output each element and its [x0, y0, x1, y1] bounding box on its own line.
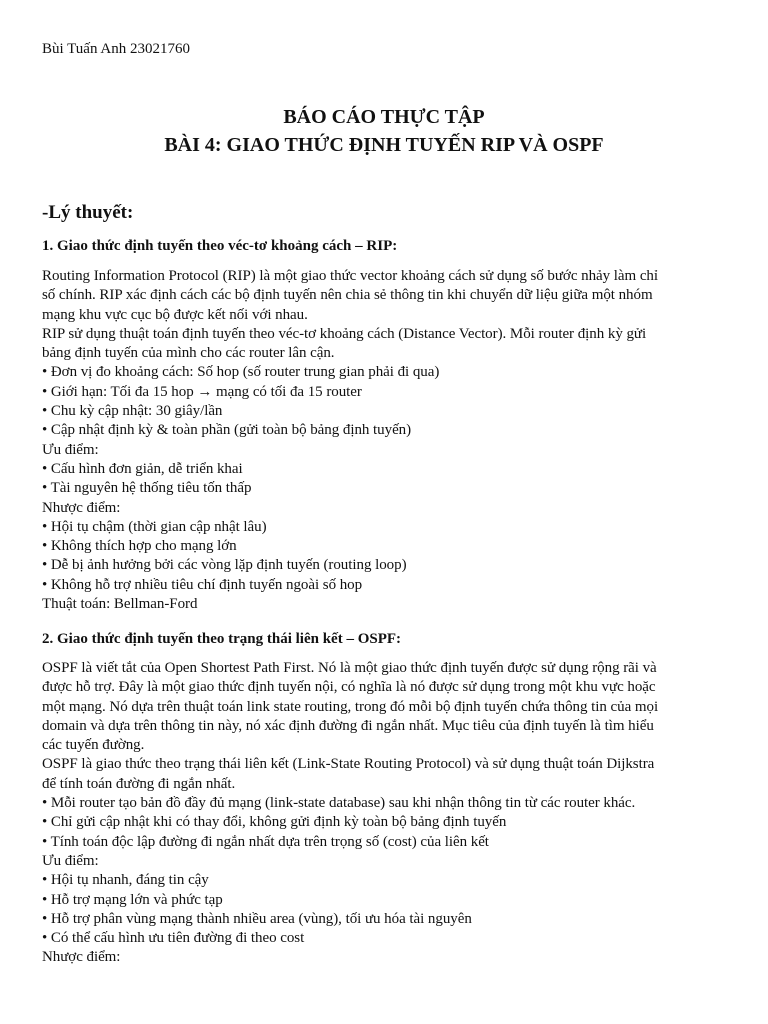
cons-label: Nhược điểm: [42, 499, 121, 516]
text-line: OSPF là viết tắt của Open Shortest Path First. Nó là một giao thức định tuyến được sử dụng rộng rãi và [42, 660, 657, 676]
bullet-item: • Mỗi router tạo bản đồ đầy đủ mạng (link-state database) sau khi nhận thông tin từ các router khác. [42, 795, 636, 812]
text-line: domain và dựa trên thông tin này, nó xác định đường đi ngắn nhất. Mục tiêu của định tuyến là tìm hiểu [42, 717, 654, 734]
cons-label: Nhược điểm: [42, 949, 121, 966]
theory-heading: -Lý thuyết: [42, 202, 134, 223]
algorithm-line: Thuật toán: Bellman-Ford [42, 596, 198, 613]
bullet-item: • Không hỗ trợ nhiều tiêu chí định tuyến ngoài số hop [42, 576, 363, 593]
bullet-item: • Hội tụ nhanh, đáng tin cậy [42, 872, 209, 889]
text-line: mạng khu vực cục bộ được kết nối với nhau. [42, 306, 308, 323]
report-subtitle: BÀI 4: GIAO THỨC ĐỊNH TUYẾN RIP VÀ OSPF [164, 134, 604, 156]
bullet-item: • Hỗ trợ phân vùng mạng thành nhiều area (vùng), tối ưu hóa tài nguyên [42, 910, 472, 927]
report-title: BÁO CÁO THỰC TẬP [283, 106, 485, 128]
section-body-rip [42, 267, 758, 614]
bullet-item: • Có thể cấu hình ưu tiên đường đi theo cost [42, 930, 305, 947]
bullet-item: • Không thích hợp cho mạng lớn [42, 538, 237, 555]
text-line: được hỗ trợ. Đây là một giao thức định tuyến nội, có nghĩa là nó được sử dụng trong một khu vực hoặc [42, 679, 656, 696]
text-line: số chính. RIP xác định cách các bộ định tuyến nên chia sẻ thông tin khi chuyển dữ liệu giữa một nhóm [42, 287, 653, 304]
pros-label: Ưu điểm: [42, 852, 99, 869]
bullet-item: • Hội tụ chậm (thời gian cập nhật lâu) [42, 518, 267, 535]
bullet-item: • Giới hạn: Tối đa 15 hop → mạng có tối đa 15 router [42, 383, 362, 400]
text-line: một mạng. Nó dựa trên thuật toán link state routing, trong đó mỗi bộ định tuyến chứa thông tin của mọi [42, 698, 659, 715]
text-line: Routing Information Protocol (RIP) là một giao thức vector khoảng cách sử dụng số bước nhảy làm chỉ [42, 268, 658, 284]
text-line: OSPF là giao thức theo trạng thái liên kết (Link-State Routing Protocol) và sử dụng thuật toán Dijkstra [42, 756, 655, 773]
bullet-item: • Cập nhật định kỳ & toàn phần (gửi toàn bộ bảng định tuyến) [42, 422, 412, 439]
author-line: Bùi Tuấn Anh 23021760 [42, 41, 190, 57]
section-body-ospf [42, 659, 758, 968]
bullet-item: • Tài nguyên hệ thống tiêu tốn thấp [42, 480, 252, 497]
bullet-item: • Hỗ trợ mạng lớn và phức tạp [42, 891, 223, 908]
section-heading-rip: 1. Giao thức định tuyến theo véc-tơ khoảng cách – RIP: [42, 238, 398, 254]
bullet-item: • Chu kỳ cập nhật: 30 giây/lần [42, 403, 223, 420]
pros-label: Ưu điểm: [42, 441, 99, 458]
bullet-item: • Tính toán độc lập đường đi ngắn nhất dựa trên trọng số (cost) của liên kết [42, 833, 489, 850]
text-line: để tính toán đường đi ngắn nhất. [42, 775, 236, 792]
bullet-item: • Đơn vị đo khoảng cách: Số hop (số router trung gian phải đi qua) [42, 364, 440, 381]
text-line: bảng định tuyến của mình cho các router lân cận. [42, 345, 335, 362]
text-line: các tuyến đường. [42, 737, 145, 754]
bullet-item: • Chỉ gửi cập nhật khi có thay đổi, không gửi định kỳ toàn bộ bảng định tuyến [42, 814, 507, 831]
text-line: RIP sử dụng thuật toán định tuyến theo véc-tơ khoảng cách (Distance Vector). Mỗi router định kỳ gửi [42, 325, 647, 342]
bullet-item: • Cấu hình đơn giản, dễ triển khai [42, 460, 243, 477]
section-heading-ospf: 2. Giao thức định tuyến theo trạng thái liên kết – OSPF: [42, 631, 402, 647]
bullet-item: • Dễ bị ảnh hưởng bởi các vòng lặp định tuyến (routing loop) [42, 557, 407, 574]
